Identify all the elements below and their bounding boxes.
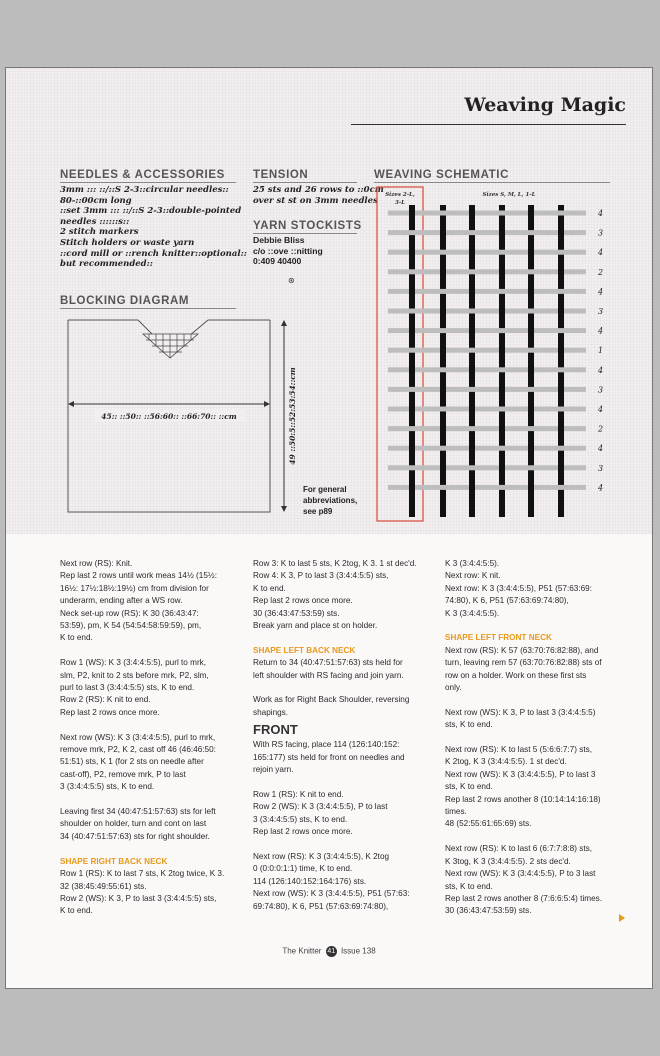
width-label: 45:: ::50:: ::56:60:: ::66:70:: ::cm [101,412,237,421]
weft-strand [388,367,586,372]
paragraph-gap [445,694,602,706]
instruction-line: Leaving first 34 (40:47:51:57:63) sts for left [60,807,216,817]
row-number-label: 4 [598,405,604,414]
paragraph-gap [253,632,417,644]
instruction-line: K 3 (3:4:4:5:5). [445,608,500,618]
paragraph-gap [253,838,417,850]
weaving-schematic [374,183,614,528]
left-size-label-line: Sizes 2-L, [385,192,415,198]
needles-list [60,185,247,270]
instruction-line: Next row: K 3 (3:4:4:5:5), P51 (57:63:69: [445,583,592,593]
instruction-line: Row 4: K 3, P to last 3 (3:4:4:5:5) sts, [253,571,389,581]
tension-heading-rule [253,182,357,183]
weft-strand [388,269,586,274]
instruction-line: Next row (WS): K 3 (3:4:4:5:5), P51 (57:63: [253,889,410,899]
instruction-line: cast-off), P2, remove mrk, P to last [60,769,186,779]
warp-over-crossing [440,308,446,314]
warp-over-crossing [499,386,505,392]
row-number-label: 4 [598,326,604,336]
row-number-label: 4 [598,209,604,218]
page-title: Weaving Magic [464,94,626,116]
warp-over-crossing [558,426,564,432]
instruction-line: Row 2 (WS): K 3 (3:4:4:5:5), P to last [253,802,388,812]
warp-over-crossing [528,445,534,451]
stockists-heading-rule [253,233,357,234]
footer-issue: Issue 138 [340,946,376,956]
warp-over-crossing [409,406,415,412]
warp-over-crossing [558,308,564,314]
height-arrow-top [281,320,287,326]
weft-strand [388,230,586,235]
ply-symbol-icon: ⊛ [288,276,295,285]
row-number-label: 4 [598,287,604,297]
instruction-line: K 2tog, K 3 (3:4:4:5:5). 1 st dec'd. [445,757,567,767]
instruction-line: Rep last 2 rows once more. [253,827,353,837]
instruction-line: 3 (3:4:4:5:5) sts, K to end. [60,782,155,792]
abbreviations-note-line: abbreviations, [303,496,358,505]
instruction-line: With RS facing, place 114 (126:140:152: [253,740,400,750]
needles-line: 2 stitch markers [60,227,139,238]
section-heading: FRONT [253,722,298,738]
left-size-label-line: 3-L [395,200,405,206]
warp-over-crossing [558,230,564,236]
warp-over-crossing [469,367,475,373]
right-size-label: Sizes S, M, L, 1-L [482,192,536,198]
instruction-line: Rep last 2 rows until work meas 14½ (15½: [60,571,217,581]
instruction-line: 53:59), pm, K 54 (54:54:58:59:59), pm, [60,621,202,631]
instruction-line: Next row (WS): K 3 (3:4:4:5:5), P to last 3 [445,769,596,779]
instruction-line: Next row (RS): K 3 (3:4:4:5:5), K 2tog [253,851,390,861]
warp-over-crossing [409,210,415,216]
blocking-heading-rule [60,308,236,309]
instruction-line: Row 1 (RS): K nit to end. [253,789,344,799]
paragraph-gap [445,620,602,632]
weft-strand [388,387,586,392]
instruction-line: 51:51) sts, K 1 (for 2 sts on needle after [60,757,204,767]
instruction-line: 0 (0:0:0:1:1) time, K to end. [253,864,353,874]
instruction-line: 3 (3:4:4:5:5) sts, K to end. [253,814,348,824]
instruction-line: 48 (52:55:61:65:69) sts. [445,819,532,829]
warp-over-crossing [469,328,475,334]
warp-over-crossing [469,406,475,412]
instruction-line: Row 2 (RS): K nit to end. [60,695,151,705]
warp-over-crossing [558,269,564,275]
needles-line: Stitch holders or waste yarn [60,237,195,248]
tension-heading: TENSION [253,169,309,181]
paragraph-gap [253,776,417,788]
instruction-line: Next row (RS): K to last 5 (5:6:6:7:7) sts, [445,745,592,755]
instruction-line: rejoin yarn. [253,765,294,775]
needles-heading: NEEDLES & ACCESSORIES [60,169,225,181]
instruction-line: Next row (WS): K 3 (3:4:4:5:5), P to 3 last [445,869,596,879]
instruction-line: K to end. [60,906,93,916]
section-subheading: SHAPE LEFT FRONT NECK [445,633,552,643]
instruction-line: only. [445,683,462,693]
warp-over-crossing [409,328,415,334]
instruction-line: K to end. [253,583,286,593]
row-number-label: 3 [598,228,604,238]
stockist-line: c/o ::ove ::nitting [253,245,323,256]
warp-over-crossing [558,465,564,471]
warp-over-crossing [440,386,446,392]
neck-weave-panel [143,334,198,358]
warp-over-crossing [440,426,446,432]
instruction-line: 32 (38:45:49:55:61) sts. [60,881,147,891]
instruction-line: 16½: 17½:18½:19½) cm from division for [60,583,209,593]
tension-line: 25 sts and 26 rows to ::0cm [253,185,384,195]
warp-over-crossing [499,269,505,275]
blocking-diagram [56,312,358,534]
weft-strand [388,289,586,294]
weft-strand [388,211,586,216]
warp-over-crossing [499,465,505,471]
row-number-label: 2 [598,424,604,434]
instruction-line: Rep last 2 rows another 8 (7:6:6:5:4) times. [445,893,603,903]
warp-over-crossing [409,249,415,255]
instruction-line: turn, leaving rem 57 (63:70:76:82:88) sts of [445,658,602,668]
needles-line: needles ::::::s:: [60,216,130,227]
row-number-label: 4 [598,483,604,493]
warp-over-crossing [409,484,415,490]
warp-over-crossing [499,230,505,236]
instruction-line: shapings. [253,707,289,717]
warp-over-crossing [440,347,446,353]
column-1 [60,558,224,918]
width-arrow-left [68,401,74,407]
instruction-line: row on a holder. Work on these first sts [445,670,587,680]
warp-over-crossing [499,308,505,314]
warp-over-crossing [528,328,534,334]
instruction-line: sts, K to end. [445,782,493,792]
paragraph-gap [445,831,602,843]
warp-over-crossing [528,210,534,216]
weave-grid [388,205,603,517]
warp-over-crossing [409,445,415,451]
width-arrow-right [264,401,270,407]
weft-strand [388,446,586,451]
warp-over-crossing [558,386,564,392]
instruction-line: Return to 34 (40:47:51:57:63) sts held for [253,658,403,668]
warp-over-crossing [528,484,534,490]
instruction-line: Next row (RS): K to last 6 (6:7:7:8:8) sts, [445,844,592,854]
instruction-line: 74:80), K 6, P51 (57:63:69:74:80), [445,596,569,606]
paragraph-gap [60,719,224,731]
needles-line: but recommended:: [60,259,153,270]
stockists-text [253,235,323,267]
instruction-line: 165:177) sts held for front on needles and [253,752,405,762]
warp-over-crossing [469,445,475,451]
weft-strand [388,407,586,412]
needles-line: 80-::00cm long [60,195,132,206]
warp-over-crossing [558,347,564,353]
weaving-heading: WEAVING SCHEMATIC [374,169,509,181]
page-footer [6,946,652,957]
tension-text [253,185,384,206]
instruction-line: Rep last 2 rows once more. [60,707,160,717]
abbreviations-note-line: For general [303,485,347,494]
warp-over-crossing [409,288,415,294]
instruction-line: K to end. [60,633,93,643]
instruction-line: 30 (36:43:47:53:59) sts. [253,608,340,618]
instruction-line: 114 (126:140:152:164:176) sts. [253,876,367,886]
instruction-line: Next row (WS): K 3, P to last 3 (3:4:4:5:5) [445,707,596,717]
tension-line: over st st on 3mm needles [253,195,378,206]
row-number-label: 3 [598,307,604,316]
magazine-page [5,67,653,989]
stockists-heading: YARN STOCKISTS [253,220,362,232]
paragraph-gap [60,794,224,806]
instruction-line: K 3 (3:4:4:5:5). [445,559,500,568]
instruction-line: shoulder on holder, turn and cont on last [60,819,207,829]
instruction-line: sts, K to end. [445,720,493,730]
instruction-line: remove mrk, P2, K 2, cast off 46 (46:46:50: [60,745,216,755]
column-2 [253,558,417,913]
instruction-line: 69:74:80), K 6, P51 (57:63:69:74:80), [253,901,389,911]
warp-over-crossing [499,426,505,432]
weft-strand [388,465,586,470]
instruction-line: Break yarn and place st on holder. [253,621,378,631]
row-number-label: 3 [598,463,604,473]
row-number-label: 3 [598,385,604,395]
height-arrow-bottom [281,506,287,512]
row-number-label: 1 [598,346,604,356]
instruction-line: Row 1 (RS): K to last 7 sts, K 2tog twice, K 3. [60,869,225,879]
weft-strand [388,485,586,490]
needles-line: ::cord mill or ::rench knitter::optional:: [60,248,247,259]
paragraph-gap [60,645,224,657]
instruction-line: slm, P2, knit to 2 sts before mrk, P2, slm, [60,670,209,680]
instruction-line: Work as for Right Back Shoulder, reversing [253,695,410,705]
instruction-line: Next row (RS): Knit. [60,559,133,568]
instruction-line: Next row (WS): K 3 (3:4:4:5:5), purl to mrk, [60,732,216,742]
weft-strand [388,250,586,255]
needles-heading-rule [60,182,236,183]
pattern-info-panel [6,68,652,534]
warp-over-crossing [440,230,446,236]
warp-over-crossing [528,288,534,294]
warp-over-crossing [528,406,534,412]
instruction-line: Rep last 2 rows once more. [253,596,353,606]
paragraph-gap [253,682,417,694]
weft-strand [388,328,586,333]
title-rule [351,124,626,125]
instruction-line: 34 (40:47:51:57:63) sts for right shoulder. [60,831,210,841]
instruction-line: sts, K to end. [445,881,493,891]
weft-strand [388,426,586,431]
blocking-heading: BLOCKING DIAGRAM [60,295,190,307]
weft-strand [388,348,586,353]
page-number-badge: 41 [327,948,336,955]
row-number-label: 4 [598,365,604,375]
needles-line: ::set 3mm ::: ::/::S 2-3::double-pointed [60,206,242,217]
warp-over-crossing [469,249,475,255]
warp-over-crossing [440,465,446,471]
instruction-line: Row 2 (WS): K 3, P to last 3 (3:4:4:5:5) sts, [60,893,217,903]
needles-line: 3mm ::: ::/::S 2-3::circular needles:: [60,185,229,195]
instruction-line: purl to last 3 (3:4:4:5:5) sts, K to end. [60,683,195,693]
row-number-label: 4 [598,248,604,258]
warp-over-crossing [409,367,415,373]
paragraph-gap [445,732,602,744]
instruction-line: Neck set-up row (RS): K 30 (36:43:47: [60,608,199,618]
section-subheading: SHAPE RIGHT BACK NECK [60,856,168,866]
instruction-line: K 3tog, K 3 (3:4:4:5:5). 2 sts dec'd. [445,856,571,866]
stockist-name: Debbie Bliss [253,235,305,245]
instruction-line: Row 1 (WS): K 3 (3:4:4:5:5), purl to mrk, [60,658,207,668]
weft-strand [388,309,586,314]
warp-over-crossing [528,367,534,373]
warp-over-crossing [469,210,475,216]
row-number-label: 4 [598,444,604,454]
warp-over-crossing [499,347,505,353]
warp-over-crossing [528,249,534,255]
paragraph-gap [60,843,224,855]
warp-over-crossing [469,484,475,490]
instruction-line: Next row: K nit. [445,571,501,581]
instruction-line: times. [445,807,467,817]
height-label: 49 ::50:5::52:53:54::cm [288,367,297,465]
continue-arrow-icon [619,914,625,922]
section-subheading: SHAPE LEFT BACK NECK [253,645,356,655]
warp-over-crossing [469,288,475,294]
footer-magazine: The Knitter [282,946,322,956]
instruction-line: Row 3: K to last 5 sts, K 2tog, K 3. 1 st dec'd. [253,559,417,568]
instruction-line: Next row (RS): K 57 (63:70:76:82:88), and [445,645,599,655]
instruction-line: Rep last 2 rows another 8 (10:14:14:16:18) [445,794,601,804]
instruction-line: 30 (36:43:47:53:59) sts. [445,906,532,916]
instruction-line: underarm, ending after a WS row. [60,596,183,606]
selected-size-box [377,187,423,521]
warp-over-crossing [440,269,446,275]
stockist-phone: 0:409 40400 [253,256,302,267]
row-number-label: 2 [598,267,604,277]
instruction-line: left shoulder with RS facing and join yarn. [253,670,404,680]
column-3 [445,558,602,918]
abbreviations-note-line: see p89 [303,507,333,516]
